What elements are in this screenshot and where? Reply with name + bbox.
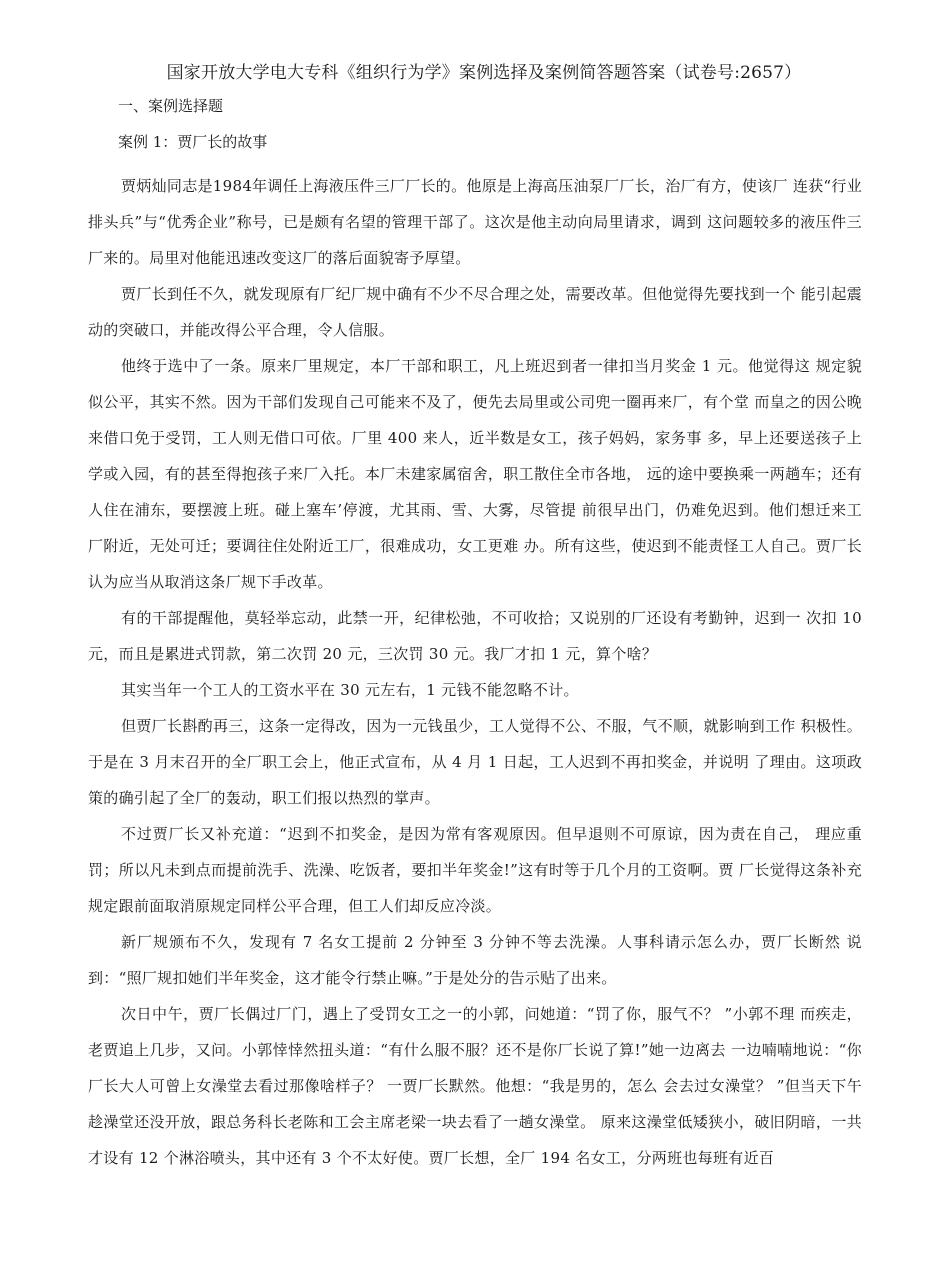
section-heading: 一、案例选择题 (118, 97, 224, 115)
body-paragraph: 他终于选中了一条。原来厂里规定，本厂干部和职工，凡上班迟到者一律扣当月奖金 1 元。他觉得这 规定貌似公平，其实不然。因为干部们发现自己可能来不及了，便先去局里或公司兜一圈再来厂，有个堂 而皇之的因公晚来借口免于受罚，工人则无借口可依。厂里 400 来人，近半数是女工，孩子妈妈，家务事 多，早上还要送孩子上学或入园，有的甚至得抱孩子来厂入托。本厂未建家属宿舍，职工散住全市各地， 远的途中要换乘一两趟车；还有人住在浦东，要摆渡上班。碰上塞车’停渡，尤其雨、雪、大雾，尽管提 前很早出门，仍难免迟到。他们想迁来工厂附近，无处可迁；要调往住处附近工厂，很难成功，女工更难 办。所有这些，使迟到不能责怪工人自己。贾厂长认为应当从取消这条厂规下手改革。 (88, 357, 862, 591)
case-heading: 案例 1：贾厂长的故事 (118, 133, 268, 151)
body-paragraph: 贾厂长到任不久，就发现原有厂纪厂规中确有不少不尽合理之处，需要改革。但他觉得先要找到一个 能引起震动的突破口，并能改得公平合理，令人信服。 (88, 285, 862, 339)
body-paragraph: 新厂规颁布不久，发现有 7 名女工提前 2 分钟至 3 分钟不等去洗澡。人事科请示怎么办，贾厂长断然 说到：“照厂规扣她们半年奖金，这才能令行禁止嘛。”于是处分的告示贴了出来。 (88, 933, 862, 987)
body-paragraph: 其实当年一个工人的工资水平在 30 元左右，1 元钱不能忽略不计。 (121, 681, 579, 699)
body-paragraph: 有的干部提醒他，莫轻举忘动，此禁一开，纪律松弛，不可收拾；又说别的厂还设有考勤钟，迟到一 次扣 10 元，而且是累进式罚款，第二次罚 20 元，三次罚 30 元。我厂才扣 1 元，算个啥？ (88, 609, 862, 663)
body-paragraph: 次日中午，贾厂长偶过厂门，遇上了受罚女工之一的小郭，问她道：“罚了你，服气不？ ”小郭不理 而疾走，老贾追上几步，又问。小郭悻悻然扭头道：“有什么服不服？还不是你厂长说了算!”她一边离去 一边喃喃地说：“你厂长大人可曾上女澡堂去看过那像啥样子？ 一贾厂长默然。他想：“我是男的，怎么 会去过女澡堂？ ”但当天下午趁澡堂还没开放，跟总务科长老陈和工会主席老梁一块去看了一趟女澡堂。 原来这澡堂低矮狭小，破旧阴暗，一共才设有 12 个淋浴喷头，其中还有 3 个不太好使。贾厂长想，全厂 194 名女工，分两班也每班有近百 (88, 1005, 862, 1167)
body-paragraph: 贾炳灿同志是1984年调任上海液压件三厂厂长的。他原是上海高压油泵厂厂长，治厂有方，使该厂 连获“行业排头兵”与“优秀企业”称号，已是颇有名望的管理干部了。这次是他主动向局里请求，调到 这问题较多的液压件三厂来的。局里对他能迅速改变这厂的落后面貌寄予厚望。 (88, 177, 862, 267)
document-title: 国家开放大学电大专科《组织行为学》案例选择及案例简答题答案（试卷号:2657） (166, 63, 802, 83)
body-paragraph: 但贾厂长斟酌再三，这条一定得改，因为一元钱虽少，工人觉得不公、不服，气不顺，就影响到工作 积极性。于是在 3 月末召开的全厂职工会上，他正式宣布，从 4 月 1 日起，工人迟到不再扣奖金，并说明 了理由。这项政策的确引起了全厂的轰动，职工们报以热烈的掌声。 (88, 717, 862, 807)
body-paragraph: 不过贾厂长又补充道：“迟到不扣奖金，是因为常有客观原因。但早退则不可原谅，因为责在自己， 理应重罚；所以凡未到点而提前洗手、洗澡、吃饭者，要扣半年奖金!”这有时等于几个月的工资啊。贾 厂长觉得这条补充规定跟前面取消原规定同样公平合理，但工人们却反应冷淡。 (88, 825, 862, 915)
